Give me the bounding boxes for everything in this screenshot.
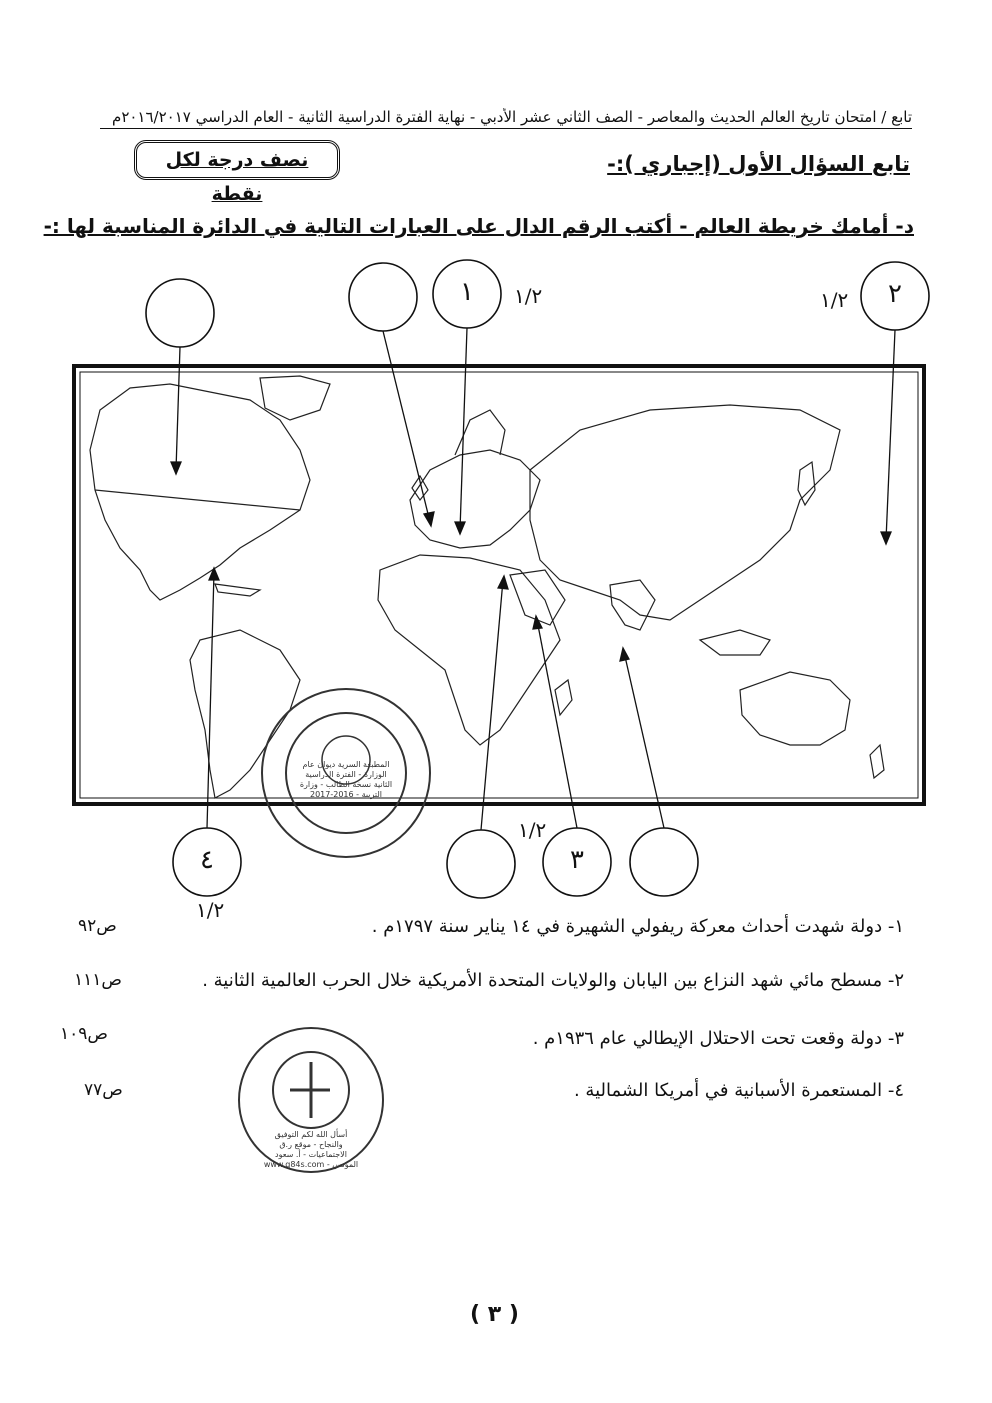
circle-label-2: ٢ [888, 279, 902, 309]
arrow-head-ocean [620, 648, 629, 661]
australia-outline [740, 672, 850, 745]
india-outline [610, 580, 655, 630]
circle-label-4: ٤ [200, 845, 214, 875]
circle-label-3: ٣ [570, 845, 584, 875]
mark-half-1: ١/٢ [514, 284, 543, 308]
circle-label-1: ١ [460, 277, 474, 307]
exam-header: تابع / امتحان تاريخ العالم الحديث والمعاصر - الصف الثاني عشر الأدبي - نهاية الفترة الدراسية الثانية - العام الدراسي ٢٠١٦/٢٠١٧م [100, 108, 912, 129]
item-1: ١- دولة شهدت أحداث معركة ريفولي الشهيرة في ١٤ يناير سنة ١٧٩٧م . [371, 916, 904, 937]
website-stamp-text: أسأل الله لكم التوفيق والنجاح - موقع ر.ق الاجتماعيات - أ. سعود المونس - www.q84s.com [263, 1130, 359, 1169]
north-america-outline [90, 384, 310, 600]
page-number: ( ٣ ) [470, 1302, 519, 1327]
arrow-head-1 [455, 522, 465, 534]
arrow-head-africa [498, 576, 508, 589]
new-zealand-outline [870, 745, 884, 778]
item-2-ref: ص١١١ [74, 970, 122, 990]
question-title: تابع السؤال الأول (إجباري ):- [607, 152, 910, 176]
arrow-head-na [171, 462, 181, 474]
item-1-ref: ص٩٢ [78, 916, 117, 936]
europe-outline [410, 450, 540, 548]
arrow-2 [886, 330, 895, 540]
circle-label-ocean [634, 847, 694, 877]
item-2: ٢- مسطح مائي شهد النزاع بين اليابان والولايات المتحدة الأمريكية خلال الحرب العالمية الثانية . [202, 970, 904, 991]
arrow-europe [383, 331, 430, 522]
madagascar-outline [555, 680, 572, 715]
item-4-ref: ص٧٧ [84, 1080, 123, 1100]
score-note: نصف درجة لكل نقطة [165, 149, 309, 205]
item-3: ٣- دولة وقعت تحت الاحتلال الإيطالي عام ١٩٣٦م . [532, 1028, 904, 1049]
south-america-outline [190, 630, 300, 798]
question-instruction: د- أمامك خريطة العالم - أكتب الرقم الدال على العبارات التالية في الدائرة المناسبة لها :- [43, 214, 914, 238]
canada-border [95, 490, 300, 510]
asia-outline [530, 405, 840, 620]
arrow-head-2 [881, 532, 891, 544]
ministry-stamp-text: المطبعة السرية ديوان عام الوزارة - الفترة الدراسية الثانية نسخة الطالب - وزارة التربية - 2016-2017 [299, 760, 393, 799]
arrows [171, 328, 895, 830]
africa-outline [378, 555, 560, 745]
circle-label-na [150, 296, 210, 326]
indonesia-outline [700, 630, 770, 655]
circle-label-africa [451, 847, 511, 877]
japan-outline [798, 462, 815, 505]
circle-label-europe [353, 280, 413, 310]
mark-half-2: ١/٢ [820, 288, 849, 312]
arrow-3 [537, 620, 577, 828]
arrow-head-3 [533, 616, 542, 629]
item-3-ref: ص١٠٩ [60, 1024, 108, 1044]
arrow-head-europe [424, 512, 434, 526]
arrow-head-4 [209, 568, 219, 580]
arrow-ocean [624, 652, 664, 828]
mark-half-4: ١/٢ [196, 898, 225, 922]
item-4: ٤- المستعمرة الأسبانية في أمريكا الشمالية . [573, 1080, 904, 1101]
arrow-africa [481, 580, 503, 830]
cuba-outline [215, 584, 260, 596]
mark-half-3: ١/٢ [518, 818, 547, 842]
arabia-outline [510, 570, 565, 625]
